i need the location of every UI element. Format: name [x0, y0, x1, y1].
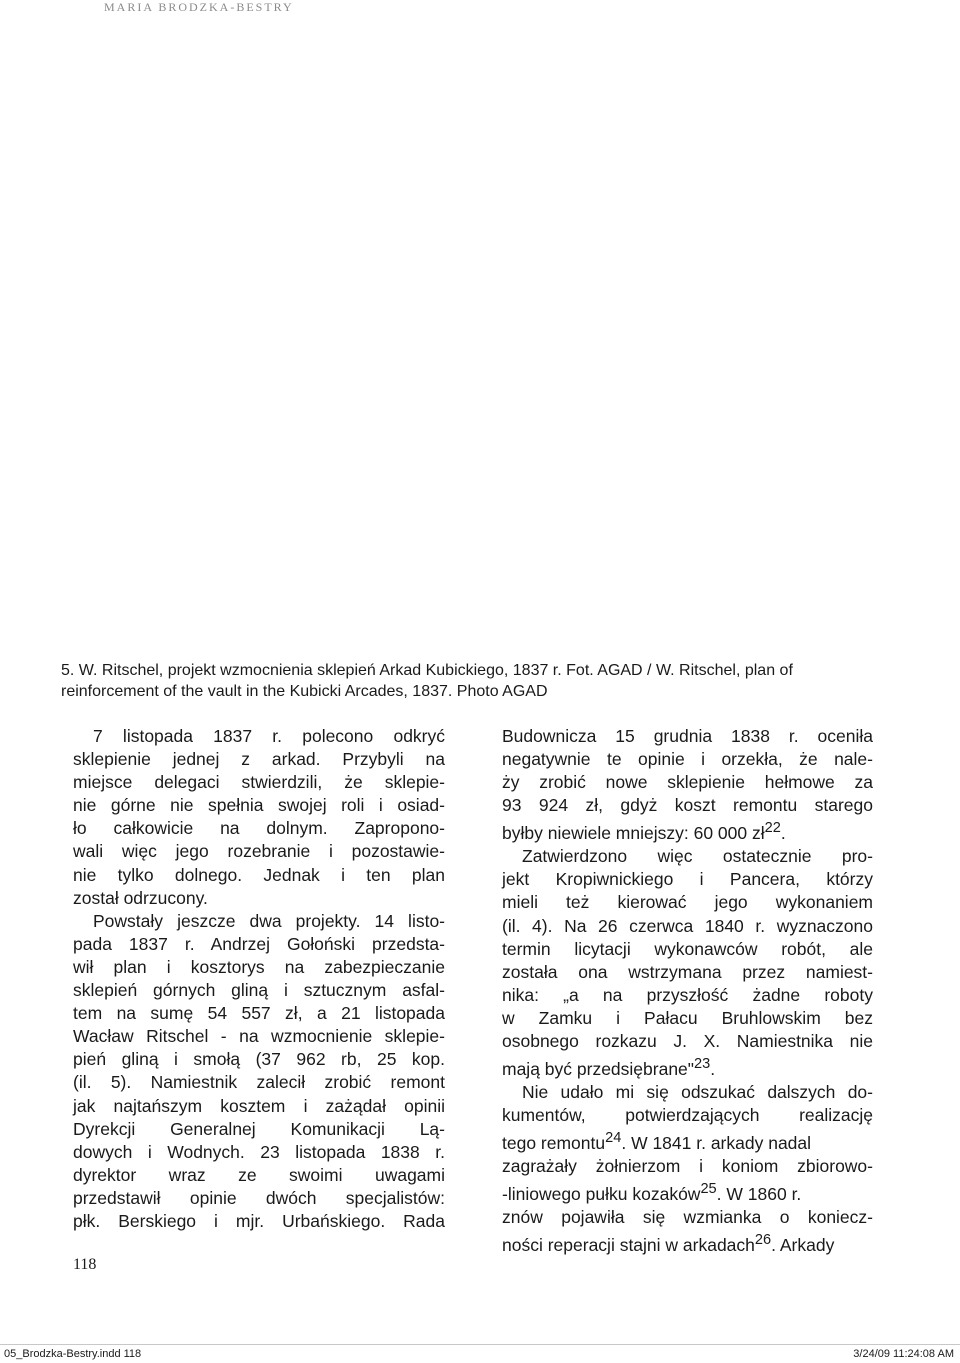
text-fragment: mają być przedsiębrane"	[502, 1058, 695, 1079]
text-line: sklepień górnych gliną i sztucznym asfal-	[73, 980, 445, 1001]
text-line: nika: „a na przyszłość żadne roboty	[502, 984, 873, 1005]
text-fragment: byłby niewiele mniejszy: 60 000 zł	[502, 823, 765, 844]
text-line: mieli też kierować jego wykonaniem	[502, 892, 873, 913]
text-line: 93 924 zł, gdyż koszt remontu starego	[502, 795, 873, 816]
text-line: (il. 5). Namiestnik zalecił zrobić remont	[73, 1072, 445, 1093]
text-fragment: -liniowego pułku kozaków	[502, 1184, 701, 1205]
text-line: Zatwierdzono więc ostatecznie pro-	[522, 846, 873, 867]
text-line: wali więc jego rozebranie i pozostawie-	[73, 841, 445, 862]
text-line: termin licytacji wykonawców robót, ale	[502, 938, 873, 959]
footer-rule	[0, 1344, 960, 1345]
text-line: pada 1837 r. Andrzej Gołoński przedsta-	[73, 933, 445, 954]
text-fragment: .	[780, 823, 786, 844]
caption-line: reinforcement of the vault in the Kubicki Arcades, 1837. Photo AGAD	[61, 683, 548, 700]
text-line	[502, 1127, 873, 1155]
text-line: negatywnie te opinie i orzekła, że nale-	[502, 749, 873, 770]
text-line	[502, 1053, 873, 1081]
left-text-column	[73, 725, 445, 1233]
figure-image-area	[60, 40, 900, 640]
footer-timestamp: 3/24/09 11:24:08 AM	[853, 1348, 954, 1360]
text-line: dowych i Wodnych. 23 listopada 1838 r.	[73, 1141, 445, 1162]
text-line: nie tylko dolnego. Jednak i ten plan	[73, 864, 445, 885]
text-fragment: ności reperacji stajni w arkadach	[502, 1235, 755, 1256]
text-line: osobnego rozkazu J. X. Namiestnika nie	[502, 1031, 873, 1052]
text-line	[502, 1178, 873, 1206]
text-line: został odrzucony.	[73, 887, 208, 908]
footnote-ref: 24	[605, 1130, 622, 1147]
text-line: znów pojawiła się wzmianka o koniecz-	[502, 1207, 873, 1228]
text-line: pień gliną i smołą (37 962 rb, 25 kop.	[73, 1049, 445, 1070]
text-line: kumentów, potwierdzających realizację	[502, 1105, 873, 1126]
text-line: tem na sumę 54 557 zł, a 21 listopada	[73, 1003, 445, 1024]
right-text-column	[502, 725, 873, 1257]
running-head: MARIA BRODZKA-BESTRY	[104, 0, 294, 14]
text-line: Budownicza 15 grudnia 1838 r. oceniła	[502, 726, 873, 746]
text-line: wił plan i kosztorys na zabezpieczanie	[73, 956, 445, 977]
text-fragment: . Arkady	[771, 1235, 835, 1256]
text-line: Dyrekcji Generalnej Komunikacji Lą-	[73, 1118, 445, 1139]
footer-file-label: 05_Brodzka-Bestry.indd 118	[4, 1348, 142, 1360]
text-line: w Zamku i Pałacu Bruhlowskim bez	[502, 1007, 873, 1028]
text-line: Nie udało mi się odszukać dalszych do-	[522, 1082, 873, 1103]
text-line: jak najtańszym kosztem i zażądał opinii	[73, 1095, 445, 1116]
text-line: ży zrobić nowe sklepienie hełmowe za	[502, 772, 873, 793]
text-line: dyrektor wraz ze swoimi uwagami	[73, 1164, 445, 1185]
caption-line: 5. W. Ritschel, projekt wzmocnienia sklepień Arkad Kubickiego, 1837 r. Fot. AGAD / W. Ritschel, plan of	[61, 662, 793, 679]
text-fragment: . W 1841 r. arkady nadal	[621, 1133, 812, 1154]
text-line: Powstały jeszcze dwa projekty. 14 listo-	[93, 910, 445, 931]
text-fragment: tego remontu	[502, 1133, 606, 1154]
text-line: przedstawił opinie dwóch specjalistów:	[73, 1187, 445, 1208]
text-line	[502, 1229, 873, 1257]
text-line: ło całkowicie na dolnym. Zapropono-	[73, 818, 445, 839]
print-footer	[0, 1348, 960, 1362]
footnote-ref: 22	[764, 820, 781, 837]
footnote-ref: 23	[694, 1056, 711, 1073]
text-fragment: . W 1860 r.	[716, 1184, 802, 1205]
text-line: 7 listopada 1837 r. polecono odkryć	[93, 726, 445, 746]
text-line: sklepienie jednej z arkad. Przybyli na	[73, 749, 445, 770]
text-line	[502, 817, 873, 845]
text-line: jekt Kropiwnickiego i Pancera, którzy	[502, 869, 873, 890]
text-fragment: .	[710, 1058, 716, 1079]
footnote-ref: 26	[754, 1232, 772, 1249]
text-line: (il. 4). Na 26 czerwca 1840 r. wyznaczono	[502, 915, 873, 936]
figure-caption	[61, 660, 901, 702]
footnote-ref: 25	[700, 1181, 717, 1198]
text-line: płk. Berskiego i mjr. Urbańskiego. Rada	[73, 1210, 445, 1231]
text-line: zagrażały żołnierzom i koniom zbiorowo-	[502, 1156, 873, 1177]
text-line: miejsce delegaci stwierdzili, że sklepie-	[73, 772, 445, 793]
text-line: Wacław Ritschel - na wzmocnienie sklepie-	[73, 1026, 445, 1047]
text-line: została ona wstrzymana przez namiest-	[502, 961, 873, 982]
page-number: 118	[73, 1256, 97, 1273]
text-line: nie górne nie spełnia swojej roli i osiad-	[73, 795, 445, 816]
